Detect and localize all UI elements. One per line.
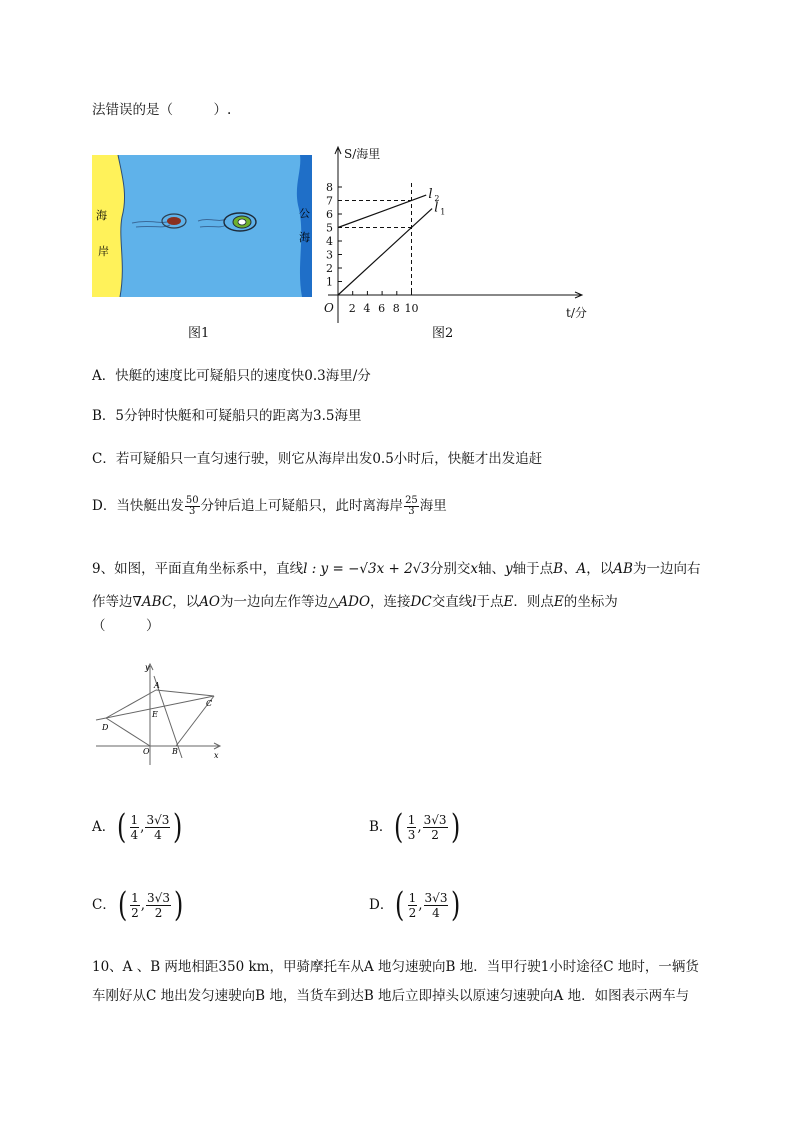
q9-option-b: B． ( $\frac{1}{3}$ , $\frac{3√3}{2}$ ) [369, 807, 460, 847]
figure1-sea-illustration [92, 155, 312, 297]
q10-line1: 10、A 、B 两地相距350 km，甲骑摩托车从A 地匀速驶向B 地．当甲行驶1小时途径C 地时，一辆货 [92, 959, 699, 975]
y-axis-label: S/海里 [344, 147, 381, 161]
q8-option-d [92, 496, 447, 517]
right-shore-char1: 公 [299, 207, 310, 220]
q8-d-mid: 分钟后追上可疑船只，此时离海岸 [200, 498, 404, 514]
figure1-caption: 图1 [188, 326, 210, 341]
q9-line2: 作等边∇ABC，以AO为一边向左作等边△ADO，连接DC交直线l于点E．则点E的坐标为 [92, 594, 618, 610]
q8-option-b: B．5分钟时快艇和可疑船只的距离为3.5海里 [92, 408, 362, 424]
q8-d-fraction1: $\frac{50}{3}$ [185, 495, 199, 517]
q8-d-prefix: D．当快艇出发 [92, 498, 184, 514]
right-shore-char2: 海 [299, 231, 310, 244]
y-tick-label-4: 4 [326, 235, 333, 248]
y-tick-label-3: 3 [326, 248, 333, 262]
y-tick-label-5: 5 [326, 221, 333, 235]
x-axis-label: t/分 [566, 306, 587, 320]
figure2-chart [310, 140, 600, 325]
q8-option-a: A．快艇的速度比可疑船只的速度快0.3海里/分 [92, 368, 371, 384]
fig-label-e: E [152, 710, 158, 719]
q8-d-suffix: 海里 [419, 498, 447, 514]
x-tick-label-4: 4 [363, 302, 371, 315]
q8-d-fraction2: $\frac{25}{3}$ [405, 495, 418, 517]
q10-line2: 车刚好从C 地出发匀速驶向B 地，当货车到达B 地后立即掉头以原速匀速驶向A 地．如图表示两车与 [92, 988, 690, 1004]
series-line-l1 [338, 209, 432, 295]
fig-label-a: A [154, 681, 160, 690]
y-tick-label-2: 2 [326, 262, 333, 275]
intro-line: 法错误的是（ ）. [92, 102, 232, 118]
x-tick-label-8: 8 [392, 302, 400, 315]
q9-answer-parens: （ ） [92, 618, 160, 634]
q9-option-d: D． ( $\frac{1}{2}$ , $\frac{3√3}{4}$ ) [369, 885, 461, 925]
y-tick-label-8: 8 [326, 181, 333, 194]
fig-label-d: D [102, 723, 109, 732]
y-tick-label-6: 6 [326, 208, 333, 221]
origin-label: O [324, 301, 334, 315]
q8-option-c: C．若可疑船只一直匀速行驶，则它从海岸出发0.5小时后，快艇才出发追赶 [92, 451, 543, 467]
l2-label-sub: 2 [434, 193, 440, 203]
q9-option-a: A． ( $\frac{1}{4}$ , $\frac{3√3}{4}$ ) [92, 807, 183, 847]
y-tick-label-7: 7 [326, 194, 333, 208]
l1-label: l [434, 200, 439, 216]
q9-geometry-figure [92, 660, 227, 768]
fig-label-o: O [143, 747, 150, 756]
left-shore-char2: 岸 [98, 245, 109, 258]
left-shore-char1: 海 [96, 209, 107, 222]
q9-line1: 9、如图，平面直角坐标系中，直线l : y = −√3x + 2√3分别交x轴、y轴于点B、A，以AB为一边向右 [92, 561, 701, 577]
fig-label-b: B [172, 747, 178, 756]
series-line-l2 [338, 195, 426, 227]
fig-label-y: y [145, 663, 150, 672]
figure2-caption: 图2 [432, 326, 454, 341]
x-tick-label-2: 2 [348, 302, 356, 315]
x-tick-label-10: 10 [404, 302, 419, 315]
x-tick-label-6: 6 [378, 302, 386, 315]
fig-label-x: x [214, 751, 219, 760]
fig-label-c: C [206, 699, 213, 708]
l2-label: l [428, 186, 433, 202]
l1-label-sub: 1 [440, 207, 446, 217]
y-tick-label-1: 1 [326, 275, 333, 289]
q9-option-c: C． ( $\frac{1}{2}$ , $\frac{3√3}{2}$ ) [92, 885, 184, 925]
